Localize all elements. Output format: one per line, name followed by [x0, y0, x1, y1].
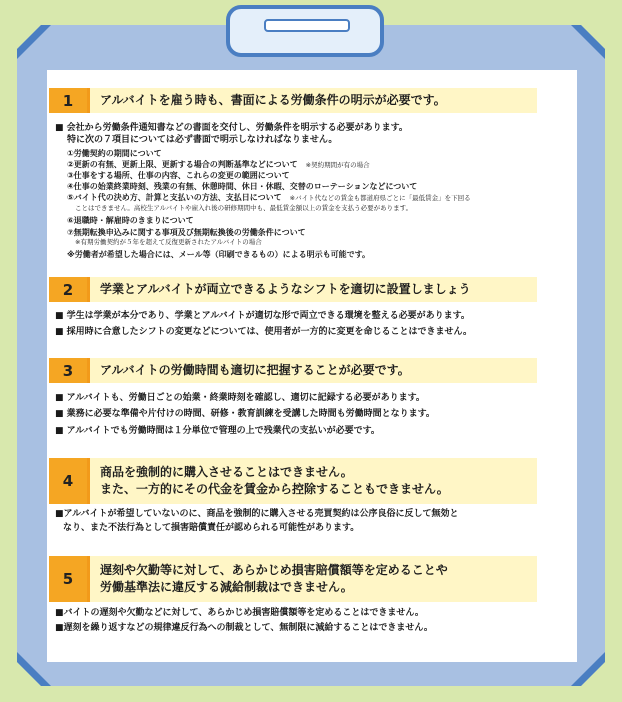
list-item: ⑦無期転換申込みに関する事項及び無期転換後の労働条件について	[67, 228, 306, 237]
list-item-note: ※有期労働契約が５年を超えて反復更新されたアルバイトの場合	[75, 238, 262, 246]
section-2-line: ■ 採用時に合意したシフトの変更などについては、使用者が一方的に変更を命じることはできません。	[55, 327, 472, 337]
list-item-note: ことはできません。高校生アルバイトや雇入れ後の研修期間中も、最低賃金額以上の賃金を支払う必要があります。	[75, 204, 413, 212]
list-item: ⑥退職時・解雇時のきまりについて	[67, 216, 194, 225]
section-title: アルバイトを雇う時も、書面による労働条件の明示が必要です。	[87, 88, 537, 113]
list-item: ①労働契約の期間について	[67, 149, 162, 158]
section-title: 学業とアルバイトが両立できるようなシフトを適切に設置しましょう	[87, 277, 537, 302]
section-4-line: なり、また不法行為として損害賠償責任が認められる可能性があります。	[63, 523, 360, 533]
section-1-intro-2: 特に次の７項目については必ず書面で明示しなければなりません。	[67, 135, 338, 145]
section-title: 遅刻や欠勤等に対して、あらかじめ損害賠償額等を定めることや 労働基準法に違反する減給制裁はできません。	[87, 556, 537, 602]
section-title: 商品を強制的に購入させることはできません。 また、一方的にその代金を賃金から控除することもできません。	[87, 458, 537, 504]
section-3-line: ■ アルバイトでも労働時間は１分単位で管理の上で残業代の支払いが必要です。	[55, 426, 380, 436]
section-3-line: ■ アルバイトも、労働日ごとの始業・終業時刻を確認し、適切に記録する必要があります。	[55, 393, 425, 403]
section-1-heading	[49, 88, 537, 113]
section-number: 4	[62, 472, 74, 490]
section-5-heading	[49, 556, 537, 602]
list-item: ⑤バイト代の決め方、計算と支払いの方法、支払日について ※バイト代などの賃金も都道府県ごとに「最低賃金」を下回る	[67, 193, 471, 202]
section-3-line: ■ 業務に必要な準備や片付けの時間、研修・教育訓練を受講した時間も労働時間となります。	[55, 409, 435, 419]
section-4-line: ■アルバイトが希望していないのに、商品を強制的に購入させる売買契約は公序良俗に反して無効と	[55, 509, 459, 519]
section-4-heading	[49, 458, 537, 504]
section-5-line: ■バイトの遅刻や欠勤などに対して、あらかじめ損害賠償額等を定めることはできません。	[55, 608, 424, 618]
section-title: アルバイトの労働時間も適切に把握することが必要です。	[87, 358, 537, 383]
section-number: 3	[62, 361, 74, 380]
list-item: ③仕事をする場所、仕事の内容、これらの変更の範囲について	[67, 171, 290, 180]
corner-tab-top-left	[17, 25, 51, 59]
section-5-line: ■遅刻を繰り返すなどの規律違反行為への制裁として、無制限に減給することはできません。	[55, 623, 433, 633]
list-item: ②更新の有無、更新上限、更新する場合の判断基準などについて ※契約期間が有の場合	[67, 160, 370, 169]
clip-slot	[264, 19, 350, 32]
section-1-intro: ■ 会社から労働条件通知書などの書面を交付し、労働条件を明示する必要があります。	[55, 123, 408, 133]
section-number: 2	[62, 280, 74, 299]
notice-paper	[47, 70, 577, 662]
section-3-heading	[49, 358, 537, 383]
list-item: ④仕事の始業終業時刻、残業の有無、休憩時間、休日・休暇、交替のローテーションなどについて	[67, 182, 418, 191]
clipboard-clip-icon	[226, 5, 384, 57]
section-number: 1	[62, 91, 74, 110]
section-number: 5	[62, 570, 74, 588]
section-1-footnote: ※労働者が希望した場合には、メール等（印刷できるもの）による明示も可能です。	[67, 250, 370, 259]
corner-tab-bottom-left	[17, 652, 51, 686]
section-2-line: ■ 学生は学業が本分であり、学業とアルバイトが適切な形で両立できる環境を整える必要があります。	[55, 311, 470, 321]
corner-tab-top-right	[571, 25, 605, 59]
section-2-heading	[49, 277, 537, 302]
